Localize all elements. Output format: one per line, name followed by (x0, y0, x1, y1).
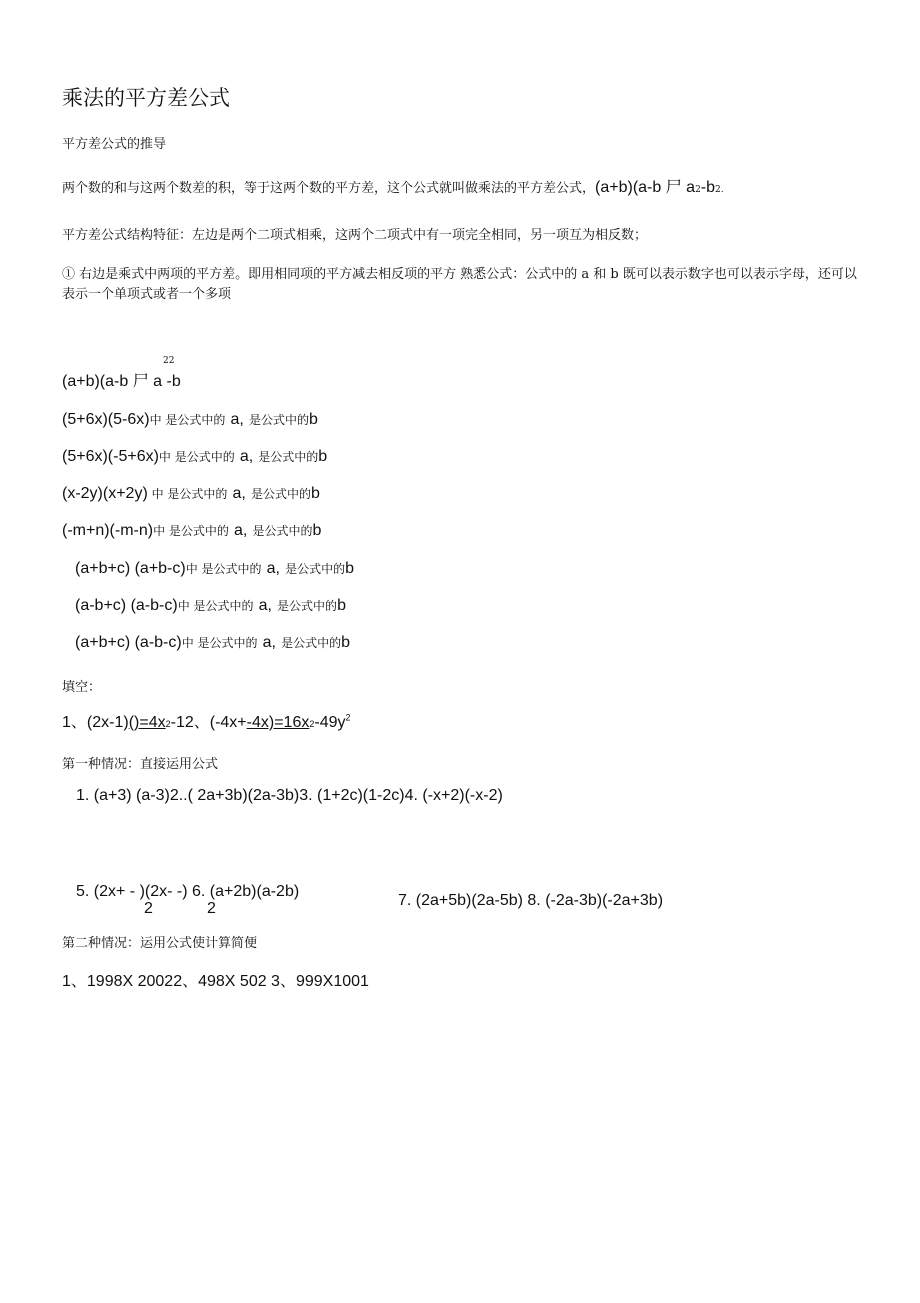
formula-main-sup: 22 (163, 356, 175, 366)
example-text: 是公式中的 (285, 562, 346, 576)
example-expression: (a-b+c) (a-b-c) (75, 597, 178, 614)
example-text: 中 是公式中的 (153, 524, 229, 538)
example-expression: (5+6x)(5-6x) (62, 411, 150, 428)
example-text: 是公式中的 (250, 487, 311, 501)
paragraph-definition (62, 174, 724, 197)
example-text: 是公式中的 (258, 450, 319, 464)
example-expression: (x-2y)(x+2y) (62, 485, 148, 502)
example-expression: (5+6x)(-5+6x) (62, 448, 159, 465)
derivation-heading: 平方差公式的推导 (62, 137, 167, 152)
example-row (62, 409, 318, 429)
fill-blank: -4x)=16x (246, 714, 310, 731)
fill-sub: 2 (309, 719, 315, 729)
example-text: 中 是公式中的 (185, 562, 262, 576)
example-b: b (308, 411, 318, 428)
definition-text: 两个数的和与这两个数差的积，等于这两个数的平方差，这个公式就叫做乘法的平方差公式， (62, 181, 596, 196)
example-text: 是公式中的 (252, 524, 313, 538)
fill-problems (62, 709, 351, 732)
fill-sub: 2 (165, 719, 171, 729)
example-row (62, 483, 320, 503)
fraction-denominator: 2 (207, 900, 216, 917)
definition-formula: (a+b)(a-b 尸 a (595, 179, 696, 196)
example-expression: (a+b+c) (a-b-c) (75, 634, 182, 651)
example-text: 中 是公式中的 (147, 487, 228, 501)
example-row (62, 520, 321, 540)
fill-part: 1、(2x-1) (62, 714, 129, 731)
case1-problems-2b: 7. (2a+5b)(2a-5b) 8. (-2a-3b)(-2a+3b) (398, 892, 664, 909)
definition-formula-tail: -b (700, 179, 716, 196)
example-text: 是公式中的 (277, 599, 338, 613)
example-b: b (318, 448, 328, 465)
example-text: 中 是公式中的 (177, 599, 254, 613)
fraction-denominator: 2 (144, 900, 153, 917)
example-a: a, (262, 634, 276, 651)
example-b: b (345, 560, 354, 577)
case1-problems: 1. (a+3) (a-3)2..( 2a+3b)(2a-3b)3. (1+2c)(1-2c)4. (-x+2)(-x-2) (76, 787, 503, 804)
example-text: 中 是公式中的 (181, 636, 258, 650)
example-text: 中 是公式中的 (149, 413, 226, 427)
paragraph-structure: 平方差公式结构特征：左边是两个二项式相乘，这两个二项式中有一项完全相同，另一项互为相反数； (62, 228, 648, 243)
example-a: a, (230, 411, 244, 428)
example-a: a, (258, 597, 272, 614)
example-text: 是公式中的 (281, 636, 342, 650)
example-b: b (310, 485, 320, 502)
example-expression: (a+b+c) (a+b-c) (75, 560, 186, 577)
fill-blank: ()=4x (128, 714, 166, 731)
example-row (75, 595, 346, 615)
formula-main-text: (a+b)(a-b 尸 a -b (62, 373, 181, 390)
case2-problems: 1、1998X 20022、498X 502 3、999X1001 (62, 973, 369, 990)
example-b: b (312, 522, 322, 539)
example-b: b (341, 634, 350, 651)
example-row (75, 632, 350, 652)
example-a: a, (266, 560, 280, 577)
case1-problems-2a: 5. (2x+ - )(2x- -) 6. (a+2b)(a-2b) (76, 883, 300, 900)
definition-formula-sub2: 2. (715, 185, 724, 195)
example-a: a, (232, 485, 246, 502)
example-text: 中 是公式中的 (158, 450, 235, 464)
definition-formula-sub: 2 (695, 185, 701, 195)
paragraph-notes: ① 右边是乘式中两项的平方差。即用相同项的平方减去相反项的平方 熟悉公式：公式中的 a 和 b 既可以表示数字也可以表示字母，还可以表示一个单项式或者一个多项 (62, 267, 857, 302)
example-a: a, (234, 522, 248, 539)
case1-heading: 第一种情况：直接运用公式 (62, 757, 219, 772)
example-expression: (-m+n)(-m-n) (62, 522, 154, 539)
fill-part: -12、(-4x+ (170, 714, 247, 731)
fill-sup: 2 (345, 712, 351, 723)
case2-heading: 第二种情况：运用公式使计算简便 (62, 936, 258, 951)
example-row (75, 558, 354, 578)
example-text: 是公式中的 (248, 413, 309, 427)
fill-part: -49y (314, 714, 346, 731)
fill-heading: 填空： (62, 680, 102, 695)
example-b: b (337, 597, 346, 614)
example-row (62, 446, 327, 466)
page-title: 乘法的平方差公式 (62, 86, 230, 110)
example-a: a, (239, 448, 254, 465)
